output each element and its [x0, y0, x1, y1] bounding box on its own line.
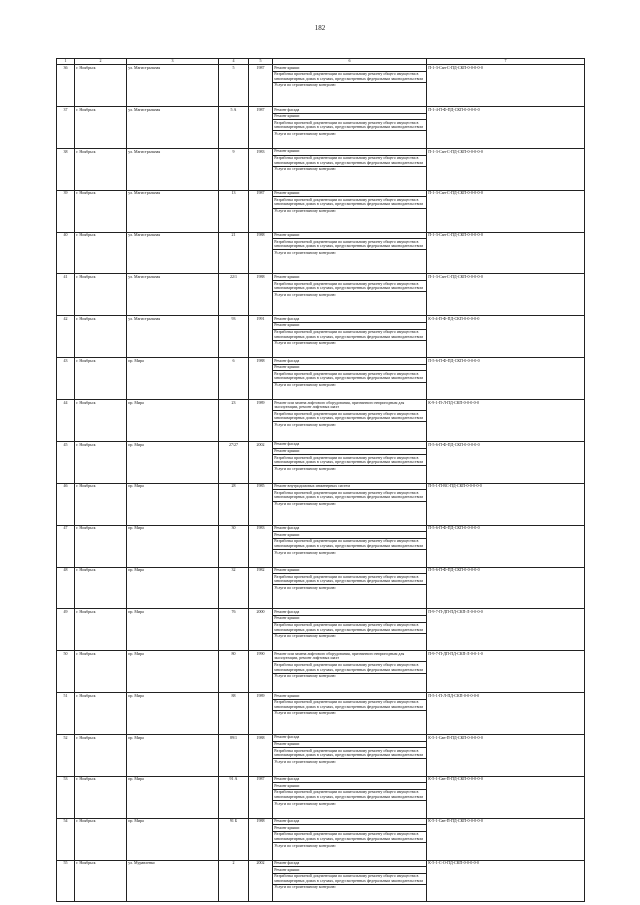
- work-item: Ремонт крыши: [273, 149, 426, 156]
- street-cell: пр. Мира: [127, 818, 219, 860]
- row-number: 39: [57, 190, 75, 232]
- code-cell: П-5-1-П-ВС-ПД-СКП-0-0-0-0-0: [427, 483, 585, 525]
- work-item: Ремонт фасада: [273, 861, 426, 868]
- city-cell: г. Ноябрьск: [75, 400, 127, 442]
- work-item: Услуги по строительному контролю: [274, 673, 336, 679]
- table-row: [57, 860, 585, 902]
- col-header: 4: [219, 59, 249, 65]
- street-cell: ул. Магистральная: [127, 65, 219, 107]
- work-item: Ремонт крыши: [273, 365, 426, 372]
- table-row: [57, 818, 585, 860]
- row-number: 42: [57, 316, 75, 358]
- year-cell: 1988: [249, 274, 273, 316]
- year-cell: 1983: [249, 148, 273, 190]
- code-cell: П-1-3-Сан-С-ПД-СКП-0-0-0-0-0: [427, 148, 585, 190]
- col-header: 1: [57, 59, 75, 65]
- city-cell: г. Ноябрьск: [75, 441, 127, 483]
- work-item: Разработка проектной документации по капитальному ремонту общего имущества в многоквартирных домах в случаях, предусмотренных федеральным законодательством: [273, 371, 426, 382]
- repair-program-table: [56, 58, 585, 902]
- table-row: [57, 567, 585, 609]
- street-cell: ул. Магистральная: [127, 232, 219, 274]
- house-number-cell: 32: [219, 567, 249, 609]
- works-cell: [273, 441, 427, 483]
- work-item: Услуги по строительному контролю: [274, 166, 336, 172]
- work-item: Ремонт внутридомовых инженерных систем: [273, 484, 426, 491]
- city-cell: г. Ноябрьск: [75, 525, 127, 567]
- year-cell: 1989: [249, 693, 273, 735]
- work-item: Услуги по строительному контролю: [274, 584, 336, 590]
- work-item: Разработка проектной документации по капитальному ремонту общего имущества в многоквартирных домах в случаях, предусмотренных федеральным законодательством: [273, 455, 426, 466]
- code-cell: К-5-4-П-Ф-ПД-СКП-0-0-0-0-0: [427, 316, 585, 358]
- work-item: Ремонт фасада: [273, 107, 426, 114]
- work-item: Ремонт крыши: [273, 532, 426, 539]
- code-cell: П-5-6-П-Ф-ПД-СКП-0-0-0-0-0: [427, 567, 585, 609]
- code-cell: К-5-1-Сан-П-ПД-СКП-0-0-0-0-0: [427, 734, 585, 776]
- city-cell: г. Ноябрьск: [75, 609, 127, 651]
- table-row: [57, 693, 585, 735]
- table-row: [57, 316, 585, 358]
- work-item: Ремонт или замена лифтового оборудования, признанного непригодным для эксплуатации, ремонт лифтовых шахт: [273, 400, 426, 411]
- work-item: Ремонт крыши: [273, 274, 426, 281]
- street-cell: пр. Мира: [127, 651, 219, 693]
- work-item: Ремонт фасада: [273, 819, 426, 826]
- work-item: Разработка проектной документации по капитальному ремонту общего имущества в многоквартирных домах в случаях, предусмотренных федеральным законодательством: [273, 574, 426, 585]
- work-item: Разработка проектной документации по капитальному ремонту общего имущества в многоквартирных домах в случаях, предусмотренных федеральным законодательством: [273, 281, 426, 292]
- code-cell: П-1-3-Сан-С-ПД-СКП-0-0-0-0-0: [427, 65, 585, 107]
- work-item: Разработка проектной документации по капитальному ремонту общего имущества в многоквартирных домах в случаях, предусмотренных федеральным законодательством: [273, 239, 426, 250]
- year-cell: 1985: [249, 483, 273, 525]
- street-cell: пр. Мира: [127, 441, 219, 483]
- works-cell: [273, 776, 427, 818]
- row-number: 55: [57, 860, 75, 902]
- code-cell: П-9-7-П-ДП-ПД-СКП-Л-0-0-0-0: [427, 609, 585, 651]
- table-row: [57, 107, 585, 149]
- house-number-cell: 88: [219, 693, 249, 735]
- work-item: Услуги по строительному контролю: [274, 710, 336, 716]
- table-row: [57, 190, 585, 232]
- work-item: Разработка проектной документации по капитальному ремонту общего имущества в многоквартирных домах в случаях, предусмотренных федеральным законодательством: [273, 411, 426, 422]
- work-item: Разработка проектной документации по капитальному ремонту общего имущества в многоквартирных домах в случаях, предусмотренных федеральным законодательством: [273, 700, 426, 711]
- city-cell: г. Ноябрьск: [75, 818, 127, 860]
- street-cell: ул. Магистральная: [127, 274, 219, 316]
- city-cell: г. Ноябрьск: [75, 107, 127, 149]
- table-row: [57, 609, 585, 651]
- work-item: Услуги по строительному контролю: [274, 501, 336, 507]
- works-cell: [273, 860, 427, 902]
- street-cell: пр. Мира: [127, 693, 219, 735]
- page-number: 182: [314, 24, 326, 32]
- row-number: 50: [57, 651, 75, 693]
- year-cell: 1987: [249, 65, 273, 107]
- city-cell: г. Ноябрьск: [75, 776, 127, 818]
- works-cell: [273, 316, 427, 358]
- code-cell: П-1-3-Сан-С-ПД-СКП-0-0-0-0-0: [427, 190, 585, 232]
- table-row: [57, 274, 585, 316]
- row-number: 52: [57, 734, 75, 776]
- row-number: 38: [57, 148, 75, 190]
- city-cell: г. Ноябрьск: [75, 232, 127, 274]
- work-item: Разработка проектной документации по капитальному ремонту общего имущества в многоквартирных домах в случаях, предусмотренных федеральным законодательством: [273, 874, 426, 885]
- table-row: [57, 232, 585, 274]
- year-cell: 2000: [249, 609, 273, 651]
- code-cell: П-5-6-П-Ф-ПД-СКП-0-0-0-0-0: [427, 441, 585, 483]
- work-item: Разработка проектной документации по капитальному ремонту общего имущества в многоквартирных домах в случаях, предусмотренных федеральным законодательством: [273, 539, 426, 550]
- works-cell: [273, 818, 427, 860]
- works-cell: [273, 483, 427, 525]
- code-cell: К-9-1-П-Л-ПД-СКП-0-0-0-0-0: [427, 400, 585, 442]
- row-number: 44: [57, 400, 75, 442]
- work-item: Услуги по строительному контролю: [274, 382, 336, 388]
- row-number: 48: [57, 567, 75, 609]
- city-cell: г. Ноябрьск: [75, 483, 127, 525]
- works-cell: [273, 358, 427, 400]
- city-cell: г. Ноябрьск: [75, 567, 127, 609]
- year-cell: 1988: [249, 818, 273, 860]
- work-item: Ремонт крыши: [273, 742, 426, 749]
- table-row: [57, 65, 585, 107]
- city-cell: г. Ноябрьск: [75, 693, 127, 735]
- street-cell: ул. Магистральная: [127, 107, 219, 149]
- work-item: Ремонт крыши: [273, 693, 426, 700]
- street-cell: ул. Магистральная: [127, 190, 219, 232]
- work-item: Услуги по строительному контролю: [274, 633, 336, 639]
- house-number-cell: 30: [219, 525, 249, 567]
- house-number-cell: 9: [219, 148, 249, 190]
- col-header: 2: [75, 59, 127, 65]
- works-cell: [273, 525, 427, 567]
- works-cell: [273, 651, 427, 693]
- work-item: Ремонт крыши: [273, 783, 426, 790]
- house-number-cell: 89/1: [219, 734, 249, 776]
- street-cell: пр. Мира: [127, 400, 219, 442]
- work-item: Услуги по строительному контролю: [274, 549, 336, 555]
- work-item: Ремонт крыши: [273, 65, 426, 72]
- year-cell: 1988: [249, 232, 273, 274]
- work-item: Услуги по строительному контролю: [274, 842, 336, 848]
- year-cell: 1982: [249, 567, 273, 609]
- house-number-cell: 93: [219, 316, 249, 358]
- street-cell: пр. Мира: [127, 358, 219, 400]
- street-cell: ул. Магистральная: [127, 316, 219, 358]
- street-cell: пр. Мира: [127, 567, 219, 609]
- work-item: Ремонт крыши: [273, 114, 426, 121]
- work-item: Ремонт крыши: [273, 449, 426, 456]
- year-cell: 2002: [249, 860, 273, 902]
- work-item: Услуги по строительному контролю: [274, 884, 336, 890]
- row-number: 49: [57, 609, 75, 651]
- work-item: Ремонт фасада: [273, 735, 426, 742]
- work-item: Разработка проектной документации по капитальному ремонту общего имущества в многоквартирных домах в случаях, предусмотренных федеральным законодательством: [273, 490, 426, 501]
- work-item: Разработка проектной документации по капитальному ремонту общего имущества в многоквартирных домах в случаях, предусмотренных федеральным законодательством: [273, 156, 426, 167]
- house-number-cell: 6: [219, 358, 249, 400]
- street-cell: пр. Мира: [127, 525, 219, 567]
- table-row: [57, 400, 585, 442]
- work-item: Разработка проектной документации по капитальному ремонту общего имущества в многоквартирных домах в случаях, предусмотренных федеральным законодательством: [273, 72, 426, 83]
- row-number: 40: [57, 232, 75, 274]
- year-cell: 1988: [249, 734, 273, 776]
- city-cell: г. Ноябрьск: [75, 358, 127, 400]
- work-item: Ремонт крыши: [273, 616, 426, 623]
- house-number-cell: 5: [219, 65, 249, 107]
- works-cell: [273, 107, 427, 149]
- table-row: [57, 483, 585, 525]
- code-cell: К-5-1-Сан-П-ПД-СКП-0-0-0-0-0: [427, 818, 585, 860]
- work-item: Услуги по строительному контролю: [274, 340, 336, 346]
- code-cell: П-5-1-П-Л-ПД-СКП-0-0-0-0-0: [427, 693, 585, 735]
- col-header: 5: [249, 59, 273, 65]
- work-item: Ремонт фасада: [273, 442, 426, 449]
- row-number: 37: [57, 107, 75, 149]
- row-number: 41: [57, 274, 75, 316]
- year-cell: 1987: [249, 776, 273, 818]
- works-cell: [273, 232, 427, 274]
- work-item: Разработка проектной документации по капитальному ремонту общего имущества в многоквартирных домах в случаях, предусмотренных федеральным законодательством: [273, 662, 426, 673]
- row-number: 46: [57, 483, 75, 525]
- table-row: [57, 441, 585, 483]
- row-number: 36: [57, 65, 75, 107]
- work-item: Ремонт фасада: [273, 526, 426, 533]
- work-item: Услуги по строительному контролю: [274, 130, 336, 136]
- year-cell: 1988: [249, 358, 273, 400]
- year-cell: 1987: [249, 107, 273, 149]
- work-item: Услуги по строительному контролю: [274, 208, 336, 214]
- row-number: 43: [57, 358, 75, 400]
- street-cell: ул. Муравленко: [127, 860, 219, 902]
- col-header: 6: [273, 59, 427, 65]
- col-header: 3: [127, 59, 219, 65]
- city-cell: г. Ноябрьск: [75, 316, 127, 358]
- code-cell: К-5-1-С-О-ПД-СКП-0-0-0-0-0: [427, 860, 585, 902]
- code-cell: П-1-4-П-Ф-ПД-СКП-0-0-0-0-0: [427, 107, 585, 149]
- row-number: 47: [57, 525, 75, 567]
- city-cell: г. Ноябрьск: [75, 65, 127, 107]
- works-cell: [273, 274, 427, 316]
- work-item: Разработка проектной документации по капитальному ремонту общего имущества в многоквартирных домах в случаях, предусмотренных федеральным законодательством: [273, 832, 426, 843]
- work-item: Разработка проектной документации по капитальному ремонту общего имущества в многоквартирных домах в случаях, предусмотренных федеральным законодательством: [273, 197, 426, 208]
- work-item: Ремонт крыши: [273, 867, 426, 874]
- street-cell: пр. Мира: [127, 609, 219, 651]
- work-item: Ремонт крыши: [273, 825, 426, 832]
- house-number-cell: 76: [219, 609, 249, 651]
- code-cell: П-5-6-П-Ф-ПД-СКП-0-0-0-0-0: [427, 358, 585, 400]
- work-item: Услуги по строительному контролю: [274, 291, 336, 297]
- works-cell: [273, 65, 427, 107]
- work-item: Услуги по строительному контролю: [274, 249, 336, 255]
- works-cell: [273, 693, 427, 735]
- work-item: Ремонт фасада: [273, 777, 426, 784]
- work-item: Ремонт крыши: [273, 323, 426, 330]
- works-cell: [273, 190, 427, 232]
- work-item: Разработка проектной документации по капитальному ремонту общего имущества в многоквартирных домах в случаях, предусмотренных федеральным законодательством: [273, 120, 426, 131]
- street-cell: пр. Мира: [127, 734, 219, 776]
- work-item: Разработка проектной документации по капитальному ремонту общего имущества в многоквартирных домах в случаях, предусмотренных федеральным законодательством: [273, 790, 426, 801]
- works-cell: [273, 734, 427, 776]
- works-cell: [273, 148, 427, 190]
- row-number: 51: [57, 693, 75, 735]
- work-item: Услуги по строительному контролю: [274, 82, 336, 88]
- work-item: Разработка проектной документации по капитальному ремонту общего имущества в многоквартирных домах в случаях, предусмотренных федеральным законодательством: [273, 623, 426, 634]
- row-number: 45: [57, 441, 75, 483]
- year-cell: 1987: [249, 190, 273, 232]
- year-cell: 1990: [249, 651, 273, 693]
- table-row: [57, 148, 585, 190]
- works-cell: [273, 609, 427, 651]
- year-cell: 1983: [249, 525, 273, 567]
- table-row: [57, 776, 585, 818]
- row-number: 54: [57, 818, 75, 860]
- year-cell: 1989: [249, 400, 273, 442]
- year-cell: 1991: [249, 316, 273, 358]
- work-item: Ремонт крыши: [273, 568, 426, 575]
- row-number: 53: [57, 776, 75, 818]
- city-cell: г. Ноябрьск: [75, 651, 127, 693]
- house-number-cell: 22/1: [219, 274, 249, 316]
- table-row: [57, 651, 585, 693]
- city-cell: г. Ноябрьск: [75, 190, 127, 232]
- street-cell: пр. Мира: [127, 483, 219, 525]
- code-cell: П-1-3-Сан-С-ПД-СКП-0-0-0-0-0: [427, 274, 585, 316]
- code-cell: П-9-7-П-ДП-ПД-СКП-Л-0-0-1-0: [427, 651, 585, 693]
- street-cell: пр. Мира: [127, 776, 219, 818]
- house-number-cell: 23: [219, 400, 249, 442]
- works-cell: [273, 400, 427, 442]
- table-row: [57, 358, 585, 400]
- work-item: Ремонт крыши: [273, 191, 426, 198]
- work-item: Разработка проектной документации по капитальному ремонту общего имущества в многоквартирных домах в случаях, предусмотренных федеральным законодательством: [273, 330, 426, 341]
- code-cell: К-5-1-Сан-П-ПД-СКП-0-0-0-0-0: [427, 776, 585, 818]
- house-number-cell: 27/27: [219, 441, 249, 483]
- work-item: Услуги по строительному контролю: [274, 465, 336, 471]
- city-cell: г. Ноябрьск: [75, 148, 127, 190]
- work-item: Разработка проектной документации по капитальному ремонту общего имущества в многоквартирных домах в случаях, предусмотренных федеральным законодательством: [273, 748, 426, 759]
- col-header: 7: [427, 59, 585, 65]
- work-item: Ремонт фасада: [273, 609, 426, 616]
- year-cell: 2002: [249, 441, 273, 483]
- house-number-cell: 91 Б: [219, 818, 249, 860]
- work-item: Услуги по строительному контролю: [274, 800, 336, 806]
- house-number-cell: 91 А: [219, 776, 249, 818]
- works-cell: [273, 567, 427, 609]
- table-row: [57, 734, 585, 776]
- house-number-cell: 2: [219, 860, 249, 902]
- house-number-cell: 5 А: [219, 107, 249, 149]
- work-item: Ремонт крыши: [273, 233, 426, 240]
- work-item: Услуги по строительному контролю: [274, 758, 336, 764]
- city-cell: г. Ноябрьск: [75, 274, 127, 316]
- house-number-cell: 13: [219, 190, 249, 232]
- house-number-cell: 21: [219, 232, 249, 274]
- work-item: Ремонт или замена лифтового оборудования, признанного непригодным для эксплуатации, ремонт лифтовых шахт: [273, 651, 426, 662]
- house-number-cell: 80: [219, 651, 249, 693]
- house-number-cell: 28: [219, 483, 249, 525]
- code-cell: П-1-3-Сан-С-ПД-СКП-0-0-0-0-0: [427, 232, 585, 274]
- work-item: Ремонт фасада: [273, 316, 426, 323]
- code-cell: П-5-6-П-Ф-ПД-СКП-0-0-0-0-0: [427, 525, 585, 567]
- street-cell: ул. Магистральная: [127, 148, 219, 190]
- work-item: Услуги по строительному контролю: [274, 421, 336, 427]
- table-row: [57, 525, 585, 567]
- city-cell: г. Ноябрьск: [75, 734, 127, 776]
- city-cell: г. Ноябрьск: [75, 860, 127, 902]
- work-item: Ремонт фасада: [273, 358, 426, 365]
